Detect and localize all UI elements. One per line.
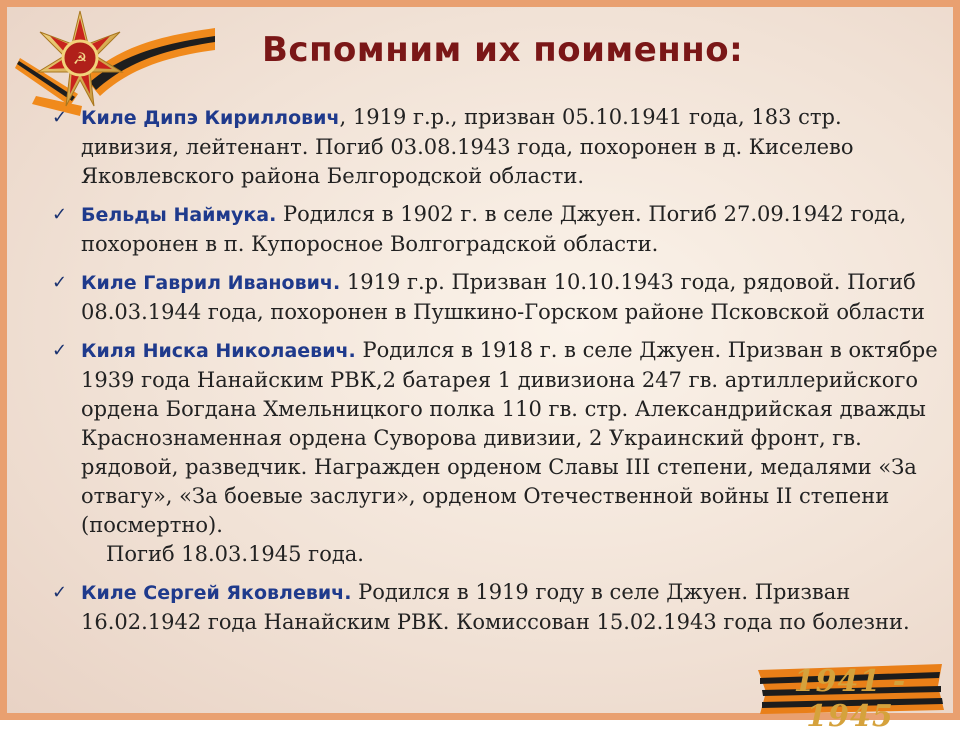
years-label: 1941 - 1945 xyxy=(793,664,907,734)
person-name: Бельды Наймука. xyxy=(81,204,277,226)
person-details: , 1919 г.р., призван 05.10.1941 года, 183 стр. дивизия, лейтенант. Погиб 03.08.1943 года, похоронен в д. Киселево Яковлевского района Белгородской области. xyxy=(81,105,854,188)
list-item xyxy=(52,336,942,569)
check-icon: ✓ xyxy=(52,204,68,225)
person-death-note: Погиб 18.03.1945 года. xyxy=(106,542,364,566)
person-name: Киле Сергей Яковлевич. xyxy=(81,582,352,604)
list-item xyxy=(52,578,942,637)
person-details: Родился в 1919 году в селе Джуен. Призван 16.02.1942 года Нанайским РВК. Комиссован 15.02.1943 года по болезни. xyxy=(81,580,910,634)
check-icon: ✓ xyxy=(52,272,68,293)
person-details: 1919 г.р. Призван 10.10.1943 года, рядовой. Погиб 08.03.1944 года, похоронен в Пушкино-Горском районе Псковской области xyxy=(81,270,925,324)
person-name: Киля Ниска Николаевич. xyxy=(81,340,356,362)
check-icon: ✓ xyxy=(52,340,68,361)
person-details: Родился в 1918 г. в селе Джуен. Призван в октябре 1939 года Нанайским РВК,2 батарея 1 дивизиона 247 гв. артиллерийского ордена Богдана Хмельницкого полка 110 гв. стр. Александрийская дважды Краснознаменная ордена Суворова дивизии, 2 Украинский фронт, гв. рядовой, разведчик. Награжден орденом Славы III степени, медалями «За отвагу», «За боевые заслуги», орденом Отечественной войны II степени (посмертно). xyxy=(81,338,938,537)
check-icon: ✓ xyxy=(52,107,68,128)
item-text xyxy=(81,268,942,327)
list-item xyxy=(52,200,942,259)
item-text xyxy=(81,336,942,569)
list-item xyxy=(52,103,942,191)
person-name: Киле Дипэ Кириллович xyxy=(81,107,340,129)
person-details: Родился в 1902 г. в селе Джуен. Погиб 27.09.1942 года, похоронен в п. Купоросное Волгоградской области. xyxy=(81,202,907,256)
svg-text:☭: ☭ xyxy=(72,49,88,68)
item-text xyxy=(81,103,942,191)
slide-title: Вспомним их поименно: xyxy=(262,30,744,70)
person-name: Киле Гаврил Иванович. xyxy=(81,272,341,294)
list-item xyxy=(52,268,942,327)
item-text xyxy=(81,200,942,259)
memorial-list xyxy=(52,103,942,646)
check-icon: ✓ xyxy=(52,582,68,603)
item-text xyxy=(81,578,942,637)
